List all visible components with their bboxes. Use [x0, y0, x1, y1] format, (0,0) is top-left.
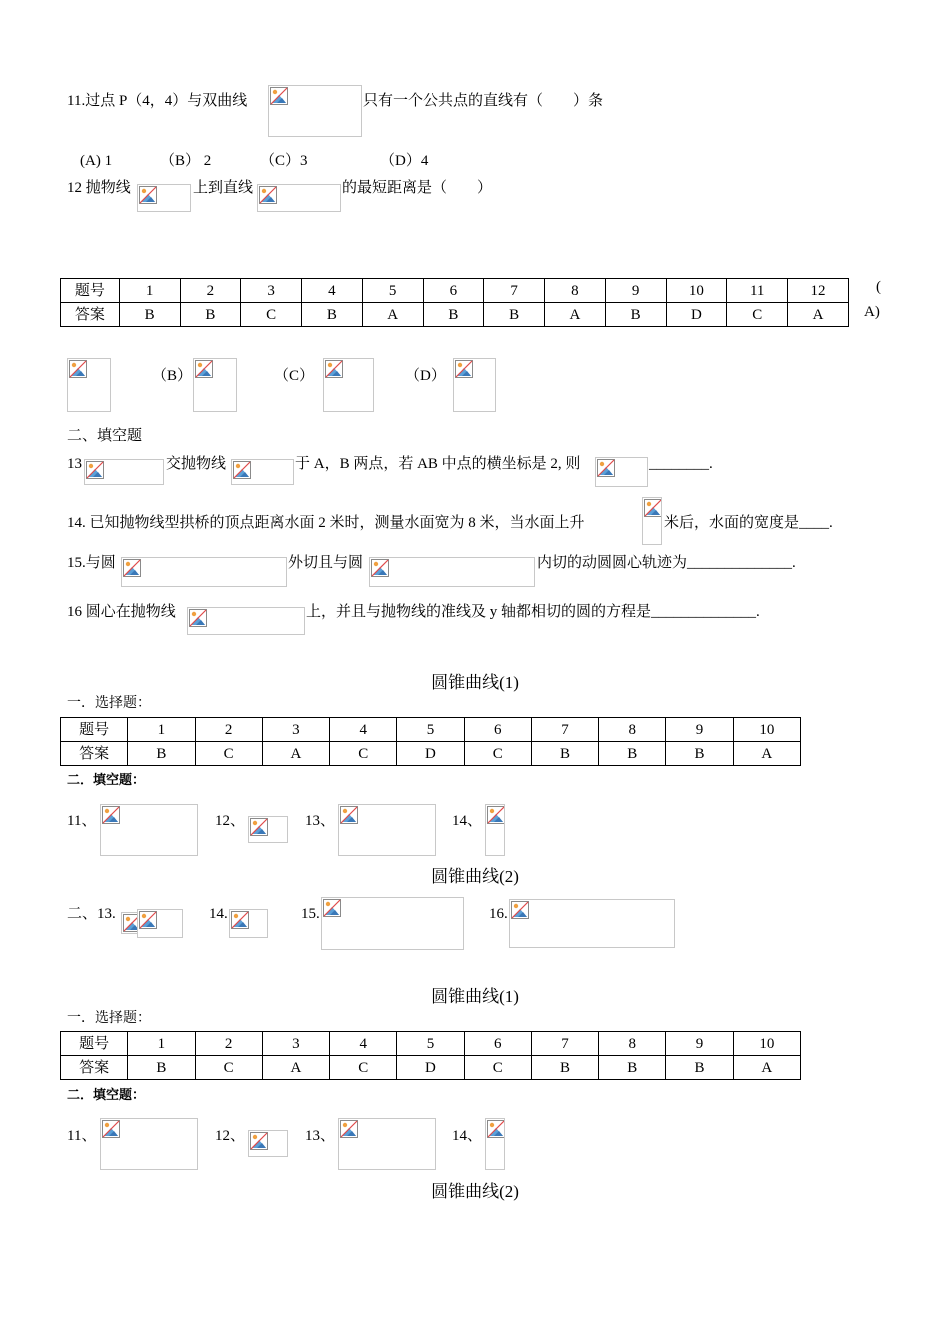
answer-cell: 答案 — [61, 742, 128, 766]
answer-cell: D — [397, 1056, 464, 1080]
block2-label-14: 14. — [209, 906, 228, 922]
broken-image-icon — [250, 1132, 268, 1150]
block2-label-13: 二、13. — [67, 906, 116, 922]
answer-cell: 答案 — [61, 303, 120, 327]
q12-mid: 上到直线 — [193, 180, 254, 196]
broken-image-icon — [189, 609, 207, 627]
answer-image — [321, 897, 464, 950]
block2-label-15: 15. — [301, 906, 320, 922]
q11-option-c: （C）3 — [260, 153, 308, 169]
option-b-image — [193, 358, 237, 412]
block1-fill-heading: 二．填空题： — [67, 773, 146, 788]
question-number-cell: 9 — [605, 279, 666, 303]
broken-image-icon — [644, 499, 662, 517]
q16-suffix: 上，并且与抛物线的准线及 y 轴都相切的圆的方程是______________. — [306, 604, 760, 620]
answer-cell: C — [330, 1056, 397, 1080]
answer-cell: 答案 — [61, 1056, 128, 1080]
answer-image — [338, 804, 436, 856]
question-number-cell: 4 — [330, 1032, 397, 1056]
q11-option-b: （B） 2 — [160, 153, 212, 169]
answer-cell: B — [128, 742, 195, 766]
answer-image — [248, 816, 288, 843]
broken-image-icon — [487, 806, 505, 824]
block3-label-14: 14、 — [452, 1128, 483, 1144]
block1-label-14: 14、 — [452, 813, 483, 829]
option-c-image — [323, 358, 374, 412]
answer-cell: C — [195, 1056, 262, 1080]
question-number-cell: 10 — [733, 718, 800, 742]
question-number-cell: 7 — [531, 718, 598, 742]
answer-image — [485, 1118, 505, 1170]
question-number-cell: 1 — [128, 718, 195, 742]
question-number-cell: 5 — [397, 1032, 464, 1056]
question-number-cell: 3 — [262, 1032, 329, 1056]
option-d-image — [453, 358, 496, 412]
question-number-cell: 11 — [727, 279, 788, 303]
broken-image-icon — [270, 87, 288, 105]
broken-image-icon — [102, 806, 120, 824]
answer-cell: B — [180, 303, 241, 327]
answer-cell: B — [599, 742, 666, 766]
block1-title2: 圆锥曲线(2) — [431, 867, 519, 886]
answer-cell: B — [599, 1056, 666, 1080]
section-heading: 二、填空题 — [67, 428, 143, 444]
formula-image — [84, 459, 164, 485]
question-number-cell: 2 — [195, 718, 262, 742]
block3-answer-table — [60, 1031, 801, 1080]
answer-cell: B — [484, 303, 545, 327]
question-number-cell: 7 — [484, 279, 545, 303]
answer-image — [100, 804, 198, 856]
answer-cell: A — [733, 1056, 800, 1080]
answer-cell: B — [119, 303, 180, 327]
answer-cell: B — [423, 303, 484, 327]
side-note-paren: ( — [876, 279, 881, 295]
q13-prefix: 13 — [67, 456, 82, 472]
question-number-cell: 3 — [241, 279, 302, 303]
answer-cell: C — [241, 303, 302, 327]
answer-cell: C — [464, 742, 531, 766]
broken-image-icon — [233, 461, 251, 479]
block3-label-11: 11、 — [67, 1128, 97, 1144]
q13-suffix: ________. — [649, 456, 713, 472]
broken-image-icon — [139, 186, 157, 204]
block1-title: 圆锥曲线(1) — [431, 673, 519, 692]
answer-cell: B — [302, 303, 363, 327]
answer-cell: A — [733, 742, 800, 766]
question-number-cell: 6 — [423, 279, 484, 303]
broken-image-icon — [86, 461, 104, 479]
q11-suffix: 只有一个公共点的直线有（ ）条 — [363, 93, 604, 109]
broken-image-icon — [597, 459, 615, 477]
broken-image-icon — [325, 360, 343, 378]
answer-image — [100, 1118, 198, 1170]
answer-cell: C — [464, 1056, 531, 1080]
q15-suffix: 内切的动圆圆心轨迹为______________. — [537, 555, 796, 571]
q12-prefix: 12 抛物线 — [67, 180, 131, 196]
broken-image-icon — [123, 559, 141, 577]
question-number-cell: 9 — [666, 1032, 733, 1056]
block3-fill-heading: 二．填空题： — [67, 1088, 146, 1103]
formula-image — [137, 184, 191, 212]
broken-image-icon — [102, 1120, 120, 1138]
answer-cell: B — [531, 742, 598, 766]
broken-image-icon — [511, 901, 529, 919]
question-number-cell: 8 — [545, 279, 606, 303]
q14-suffix: 米后，水面的宽度是____. — [664, 515, 833, 531]
block1-label-12: 12、 — [215, 813, 246, 829]
broken-image-icon — [139, 911, 157, 929]
answer-cell: D — [666, 303, 727, 327]
answer-image — [509, 899, 675, 948]
question-number-cell: 2 — [195, 1032, 262, 1056]
question-number-cell: 12 — [788, 279, 849, 303]
q11-option-d: （D）4 — [380, 153, 429, 169]
answer-cell: B — [531, 1056, 598, 1080]
block3-title2: 圆锥曲线(2) — [431, 1182, 519, 1201]
answer-cell: A — [545, 303, 606, 327]
block1-choice-heading: 一．选择题： — [67, 695, 151, 711]
answer-cell: B — [128, 1056, 195, 1080]
block1-label-11: 11、 — [67, 813, 97, 829]
answer-image — [485, 804, 505, 856]
answer-cell: D — [397, 742, 464, 766]
block3-choice-heading: 一．选择题： — [67, 1010, 151, 1026]
q13-mid2: 于 A，B 两点，若 AB 中点的横坐标是 2, 则 — [295, 456, 581, 472]
question-number-cell: 题号 — [61, 1032, 128, 1056]
question-number-cell: 6 — [464, 718, 531, 742]
question-number-cell: 3 — [262, 718, 329, 742]
question-number-cell: 4 — [330, 718, 397, 742]
answer-image — [229, 909, 268, 938]
q11-option-a: (A) 1 — [80, 153, 113, 169]
question-number-cell: 6 — [464, 1032, 531, 1056]
question-number-cell: 题号 — [61, 279, 120, 303]
question-number-cell: 1 — [119, 279, 180, 303]
answer-image — [137, 909, 183, 938]
answer-image — [338, 1118, 436, 1170]
broken-image-icon — [69, 360, 87, 378]
question-number-cell: 4 — [302, 279, 363, 303]
block1-label-13: 13、 — [305, 813, 336, 829]
broken-image-icon — [340, 1120, 358, 1138]
answer-cell: A — [788, 303, 849, 327]
broken-image-icon — [371, 559, 389, 577]
formula-image — [187, 607, 305, 635]
option-a-image — [67, 358, 111, 412]
answer-image — [248, 1130, 288, 1157]
question-number-cell: 5 — [362, 279, 423, 303]
question-number-cell: 10 — [733, 1032, 800, 1056]
broken-image-icon — [231, 911, 249, 929]
formula-image — [231, 459, 294, 485]
answer-cell: A — [262, 742, 329, 766]
answer-cell: B — [666, 1056, 733, 1080]
answer-cell: C — [330, 742, 397, 766]
block3-label-12: 12、 — [215, 1128, 246, 1144]
question-number-cell: 10 — [666, 279, 727, 303]
answer-cell: C — [727, 303, 788, 327]
formula-image — [595, 457, 648, 487]
formula-image — [268, 85, 362, 137]
broken-image-icon — [487, 1120, 505, 1138]
answer-cell: C — [195, 742, 262, 766]
formula-image — [369, 557, 535, 587]
q15-prefix: 15.与圆 — [67, 555, 116, 571]
option-b-label: （B） — [152, 368, 193, 384]
broken-image-icon — [323, 899, 341, 917]
q16-prefix: 16 圆心在抛物线 — [67, 604, 176, 620]
formula-image — [642, 497, 662, 545]
q15-mid: 外切且与圆 — [288, 555, 364, 571]
q14-prefix: 14. 已知抛物线型拱桥的顶点距离水面 2 米时，测量水面宽为 8 米，当水面上升 — [67, 515, 585, 531]
answer-cell: A — [362, 303, 423, 327]
formula-image — [121, 557, 287, 587]
side-note-a: A) — [864, 304, 880, 320]
block3-title: 圆锥曲线(1) — [431, 987, 519, 1006]
question-number-cell: 1 — [128, 1032, 195, 1056]
broken-image-icon — [250, 818, 268, 836]
broken-image-icon — [195, 360, 213, 378]
broken-image-icon — [455, 360, 473, 378]
answer-cell: B — [605, 303, 666, 327]
option-c-label: （C） — [274, 368, 315, 384]
question-number-cell: 题号 — [61, 718, 128, 742]
question-number-cell: 9 — [666, 718, 733, 742]
q11-prefix: 11.过点 P（4，4）与双曲线 — [67, 93, 248, 109]
question-number-cell: 7 — [531, 1032, 598, 1056]
q13-mid1: 交抛物线 — [166, 456, 227, 472]
broken-image-icon — [259, 186, 277, 204]
formula-image — [257, 184, 341, 212]
broken-image-icon — [340, 806, 358, 824]
q12-suffix: 的最短距离是（ ） — [342, 180, 493, 196]
question-number-cell: 5 — [397, 718, 464, 742]
block1-answer-table — [60, 717, 801, 766]
answer-table — [60, 278, 849, 327]
option-d-label: （D） — [405, 368, 446, 384]
block2-label-16: 16. — [489, 906, 508, 922]
question-number-cell: 8 — [599, 718, 666, 742]
answer-cell: A — [262, 1056, 329, 1080]
answer-cell: B — [666, 742, 733, 766]
block3-label-13: 13、 — [305, 1128, 336, 1144]
question-number-cell: 8 — [599, 1032, 666, 1056]
question-number-cell: 2 — [180, 279, 241, 303]
